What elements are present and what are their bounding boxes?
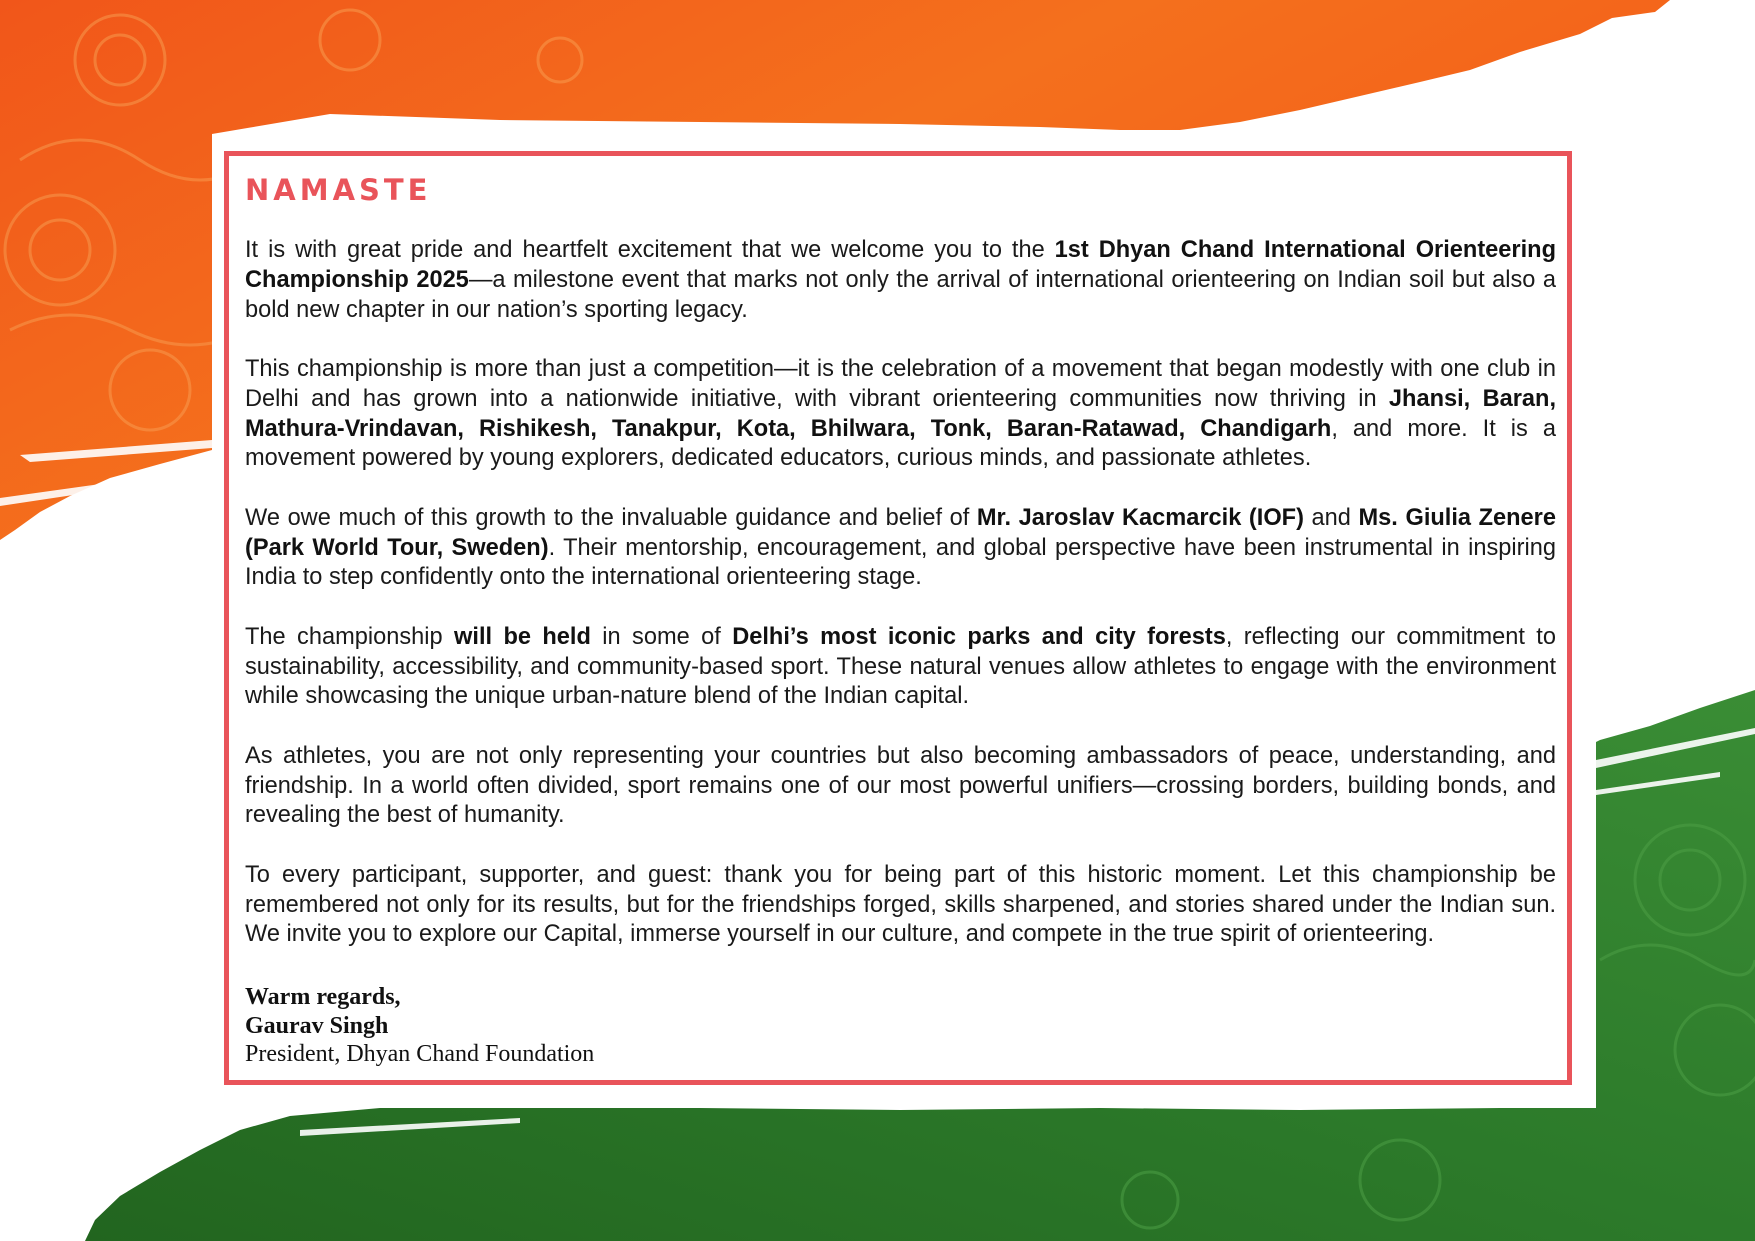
emphasis-text: Delhi’s most iconic parks and city forests — [732, 623, 1226, 650]
paragraph-text: and — [1303, 504, 1359, 531]
letter-paragraph — [245, 236, 1556, 325]
letter-paragraph — [245, 861, 1556, 950]
letter-paragraph — [245, 504, 1556, 593]
signature-block — [245, 983, 594, 1069]
paragraph-text: , reflecting our commitment to sustainability, accessibility, and community-based sport. These natural venues allow athletes to engage with the environment while showcasing the unique urban-nature blend of the Indian capital. — [245, 623, 1556, 710]
paragraph-text: . Their mentorship, encouragement, and global perspective have been instrumental in inspiring India to step confidently onto the international orienteering stage. — [245, 534, 1556, 591]
closing-line: Warm regards, — [245, 984, 401, 1010]
emphasis-text: Mr. Jaroslav Kacmarcik (IOF) — [976, 504, 1304, 531]
letter-paragraph — [245, 742, 1556, 831]
paragraph-text: As athletes, you are not only representing your countries but also becoming ambassadors of peace, understanding, and friendship. In a world often divided, sport remains one of our most powerful unifiers—crossing borders, building bonds, and revealing the best of humanity. — [245, 742, 1556, 829]
paragraph-text: The championship — [245, 623, 455, 650]
paragraph-text: —a milestone event that marks not only the arrival of international orienteering on Indian soil but also a bold new chapter in our nation’s sporting legacy. — [245, 266, 1556, 323]
emphasis-text: Jhansi, Baran, Mathura-Vrindavan, Rishikesh, Tanakpur, Kota, Bhilwara, Tonk, Baran-Ratawad, Chandigarh — [245, 385, 1556, 442]
signer-title: President, Dhyan Chand Foundation — [245, 1041, 595, 1068]
emphasis-text: 1st Dhyan Chand International Orienteering Championship 2025 — [245, 237, 1556, 293]
emphasis-text: will be held — [454, 623, 591, 650]
paragraph-text: It is with great pride and heartfelt excitement that we welcome you to the — [245, 237, 1055, 263]
letter-paragraph — [245, 623, 1556, 712]
paragraph-text: We owe much of this growth to the invaluable guidance and belief of — [245, 504, 977, 531]
page-title: NAMASTE — [245, 173, 432, 207]
signer-name: Gaurav Singh — [245, 1012, 389, 1039]
paragraph-text: To every participant, supporter, and guest: thank you for being part of this historic moment. Let this championship be remembered not only for its results, but for the friendships forged, skills sharpened, and stories shared under the Indian sun. We invite you to explore our Capital, immerse yourself in our culture, and compete in the true spirit of orienteering. — [245, 861, 1556, 948]
paragraph-text: , and more. It is a movement powered by young explorers, dedicated educators, curious minds, and passionate athletes. — [245, 415, 1556, 472]
welcome-letter-card — [212, 134, 1596, 1108]
letter-body — [245, 236, 1556, 980]
paragraph-text: in some of — [590, 623, 733, 650]
emphasis-text: Ms. Giulia Zenere (Park World Tour, Sweden) — [245, 504, 1556, 561]
letter-paragraph — [245, 355, 1556, 474]
paragraph-text: This championship is more than just a competition—it is the celebration of a movement that began modestly with one club in Delhi and has grown into a nationwide initiative, with vibrant orienteering communities now thriving in — [245, 355, 1556, 412]
